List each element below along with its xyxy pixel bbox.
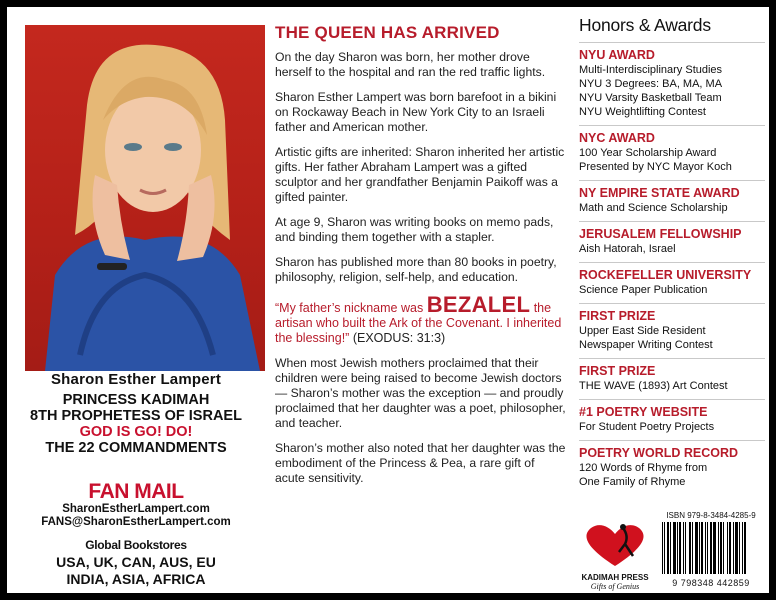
award-line: One Family of Rhyme [579, 476, 686, 488]
heart-icon [577, 522, 653, 568]
quote-bezalel: BEZALEL [426, 292, 531, 317]
isbn-barcode [657, 511, 765, 591]
award-item [579, 308, 765, 352]
award-item [579, 226, 765, 256]
award-item [579, 363, 765, 393]
publisher-name: KADIMAH PRESS [581, 573, 649, 582]
author-titles [7, 392, 265, 456]
quote-end: the artisan who built the Ark of the Covenant. I inherited the blessing!” [275, 301, 562, 345]
divider [579, 125, 765, 126]
bio-paragraph: Sharon’s mother also noted that her daughter was the embodiment of the Princess & Pea, a rare gift of acute sensitivity. [275, 441, 566, 485]
award-title: ROCKEFELLER UNIVERSITY [579, 268, 752, 282]
award-title: FIRST PRIZE [579, 309, 656, 323]
author-photo [25, 25, 265, 371]
divider [579, 303, 765, 304]
award-line: Math and Science Scholarship [579, 202, 728, 214]
award-item [579, 445, 765, 489]
award-title: POETRY WORLD RECORD [579, 446, 739, 460]
award-title: NY EMPIRE STATE AWARD [579, 186, 740, 200]
author-column [7, 7, 265, 593]
bio-paragraph: Sharon has published more than 80 books in poetry, philosophy, religion, self-help, and education. [275, 255, 557, 284]
divider [579, 440, 765, 441]
award-title: NYU AWARD [579, 48, 655, 62]
award-line: NYU Varsity Basketball Team [579, 92, 722, 104]
title-commandments: THE 22 COMMANDMENTS [45, 440, 227, 456]
divider [579, 358, 765, 359]
kadimah-press-logo [577, 522, 653, 592]
bio-paragraph: Sharon Esther Lampert was born barefoot in a bikini on Rockaway Beach in New York City to an Israeli father and American mother. [275, 90, 557, 134]
award-line: 120 Words of Rhyme from [579, 462, 708, 474]
contact-links [7, 503, 265, 529]
bio-paragraph: At age 9, Sharon was writing books on memo pads, and binding them together with a stapler. [275, 215, 554, 244]
award-title: NYC AWARD [579, 131, 655, 145]
bio-paragraph: When most Jewish mothers proclaimed that their children were being raised to become Jewish doctors — Sharon’s mother was the exception — and proudly proclaimed that her daughter was a poet, philosopher, and teacher. [275, 356, 566, 430]
countries-line-1: USA, UK, CAN, AUS, EU [56, 554, 216, 570]
award-line: Aish Hatorah, Israel [579, 243, 676, 255]
barcode-bars [662, 522, 760, 578]
countries-list [7, 554, 265, 588]
email-link[interactable]: FANS@SharonEstherLampert.com [41, 516, 231, 528]
countries-line-2: INDIA, ASIA, AFRICA [66, 571, 206, 587]
award-item [579, 130, 765, 174]
bio-paragraph: Artistic gifts are inherited: Sharon inherited her artistic gifts. Her father Abraham Lampert was a gifted sculptor and her grandfather Benjamin Paikoff was a gifted painter. [275, 145, 565, 204]
title-princess: PRINCESS KADIMAH [62, 392, 210, 408]
award-title: JERUSALEM FELLOWSHIP [579, 227, 742, 241]
award-title: FIRST PRIZE [579, 364, 656, 378]
award-line: NYU 3 Degrees: BA, MA, MA [579, 78, 723, 90]
title-god-is-go: GOD IS GO! DO! [79, 424, 193, 440]
divider [579, 42, 765, 43]
isbn-text: ISBN 979-8-3484-4285-9 [666, 511, 756, 520]
award-line: For Student Poetry Projects [579, 421, 715, 433]
publisher-tagline: Gifts of Genius [590, 582, 640, 591]
award-line: 100 Year Scholarship Award [579, 147, 717, 159]
biography-column [275, 23, 567, 496]
global-bookstores-label: Global Bookstores [85, 538, 187, 552]
award-item [579, 404, 765, 434]
author-portrait-illustration [25, 25, 265, 371]
bezalel-quote [275, 292, 567, 346]
award-item [579, 47, 765, 119]
divider [579, 180, 765, 181]
headline: THE QUEEN HAS ARRIVED [275, 23, 500, 42]
honors-column [579, 15, 765, 495]
award-item [579, 267, 765, 297]
award-line: THE WAVE (1893) Art Contest [579, 380, 728, 392]
award-title: #1 POETRY WEBSITE [579, 405, 708, 419]
bio-paragraph: On the day Sharon was born, her mother drove herself to the hospital and ran the red traffic lights. [275, 50, 546, 79]
author-name: Sharon Esther Lampert [50, 371, 222, 388]
title-prophetess: 8TH PROPHETESS OF ISRAEL [30, 408, 242, 424]
quote-reference: (EXODUS: 31:3) [349, 331, 446, 345]
award-line: NYU Weightlifting Contest [579, 106, 706, 118]
award-line: Science Paper Publication [579, 284, 708, 296]
divider [579, 221, 765, 222]
award-line: Presented by NYC Mayor Koch [579, 161, 732, 173]
divider [579, 399, 765, 400]
divider [579, 262, 765, 263]
award-line: Upper East Side Resident [579, 325, 706, 337]
award-line: Multi-Interdisciplinary Studies [579, 64, 723, 76]
award-line: Newspaper Writing Contest [579, 339, 713, 351]
fan-mail-heading: FAN MAIL [88, 480, 184, 503]
barcode-number: 9 798348 442859 [672, 578, 750, 588]
honors-heading: Honors & Awards [579, 15, 711, 35]
book-back-cover [7, 7, 769, 593]
website-link[interactable]: SharonEstherLampert.com [62, 503, 210, 515]
quote-start: “My father’s nickname was [275, 301, 427, 315]
award-item [579, 185, 765, 215]
